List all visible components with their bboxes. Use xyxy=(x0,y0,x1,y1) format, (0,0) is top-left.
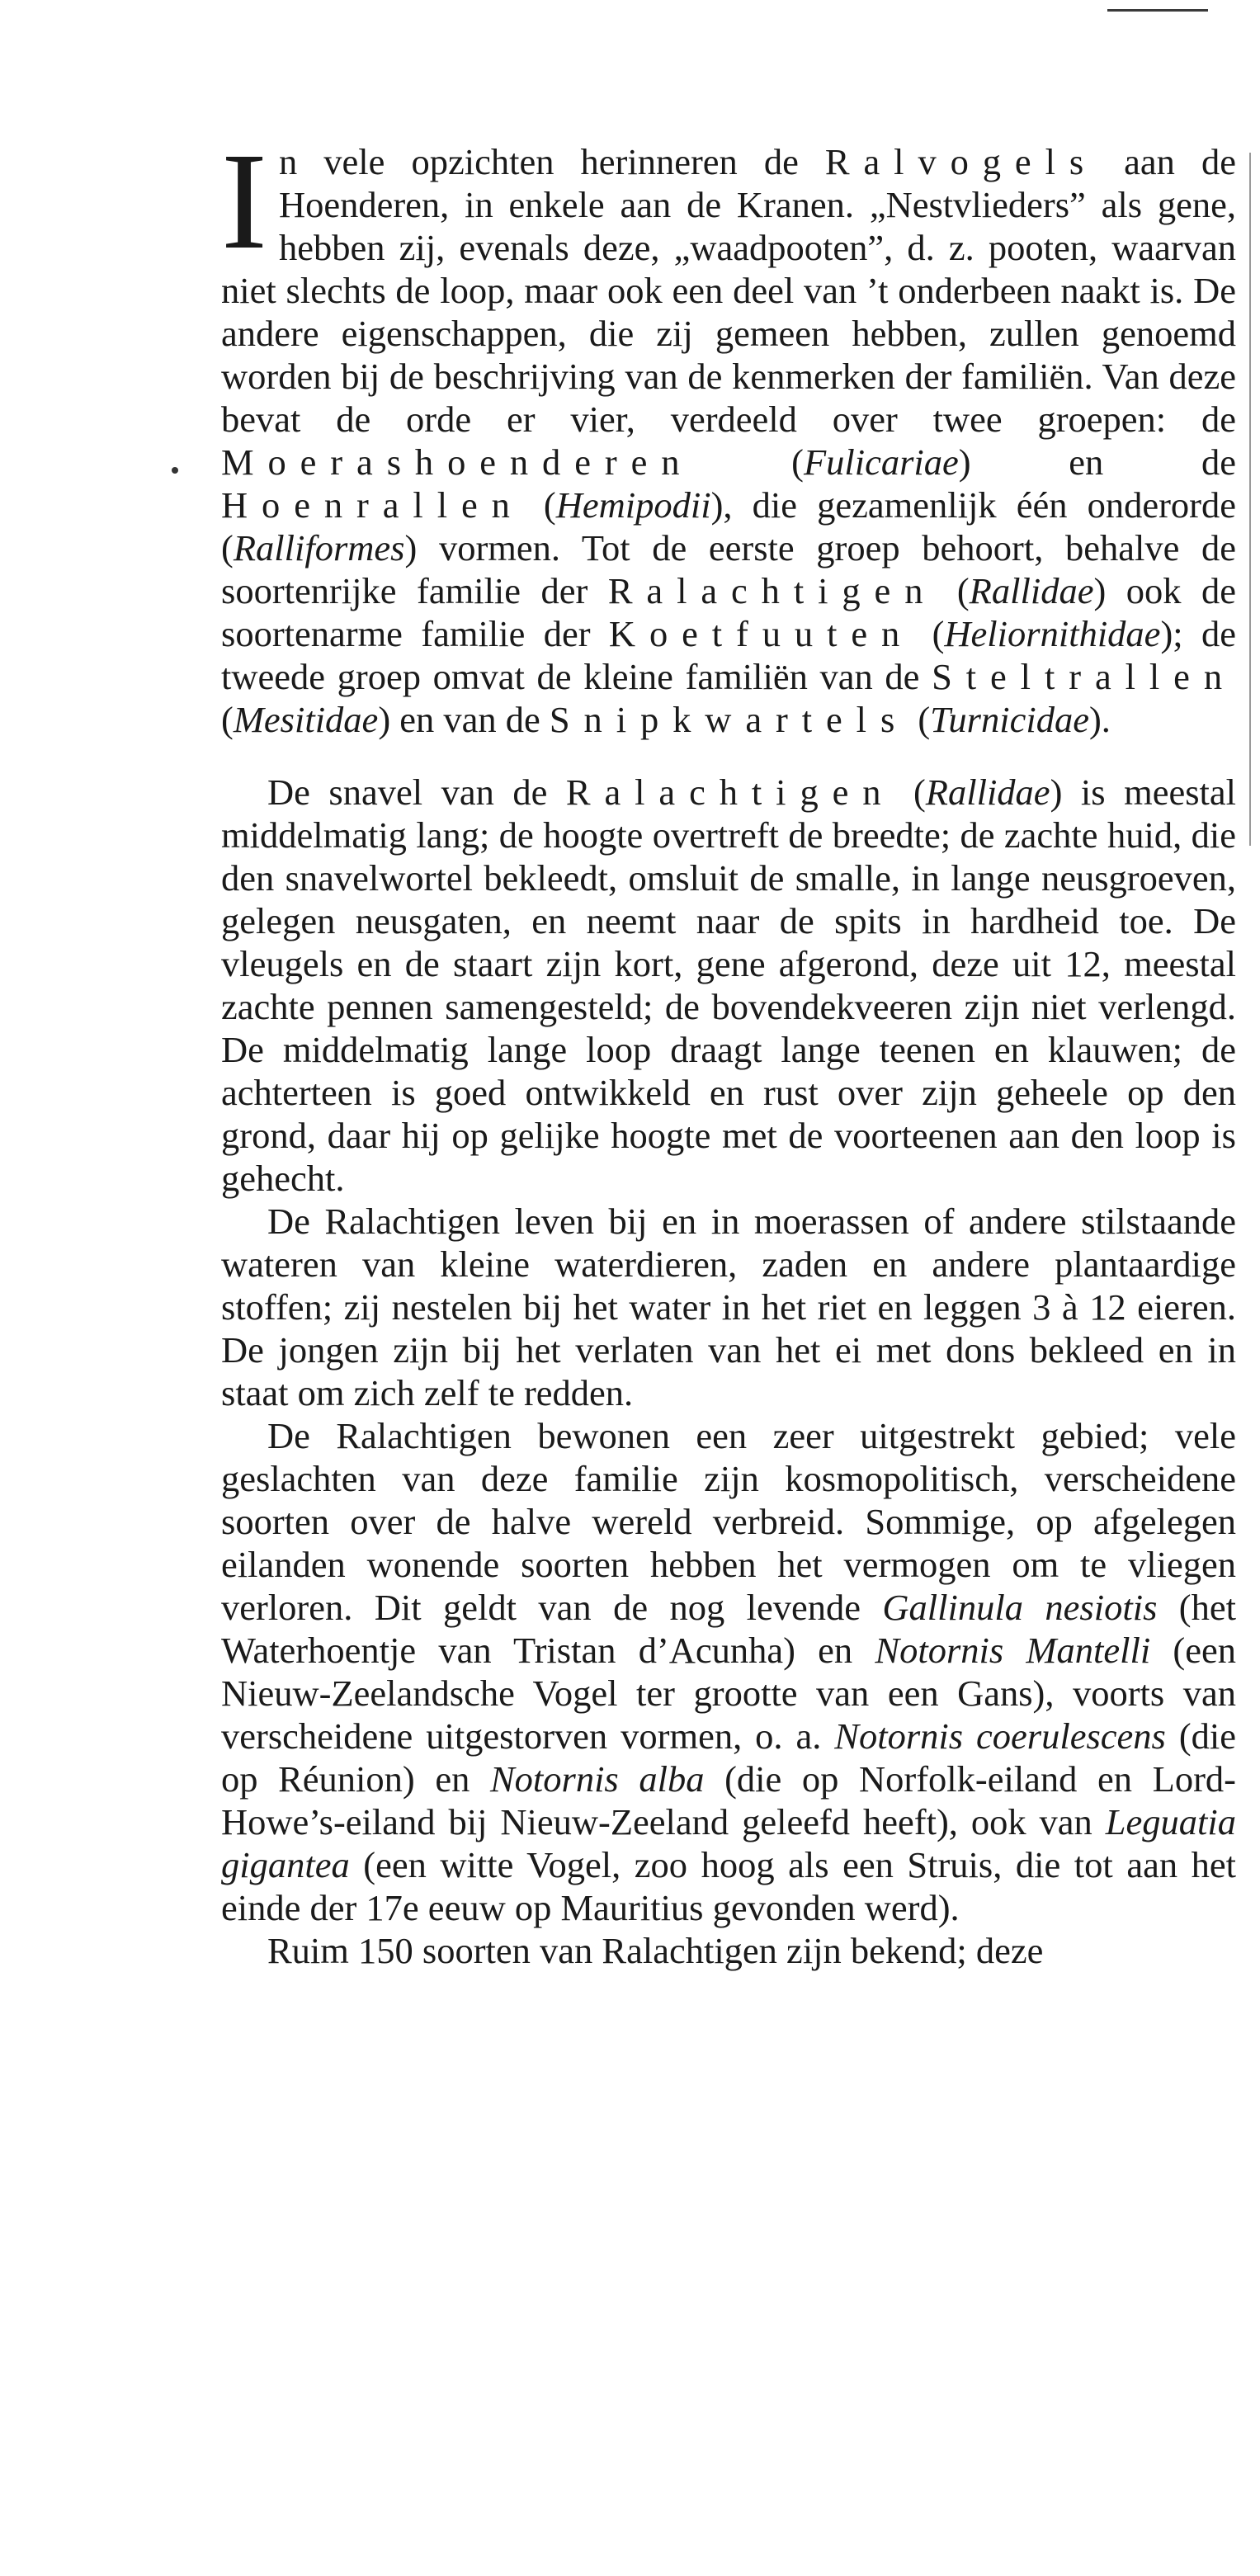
paragraph-intro xyxy=(221,125,1236,741)
spaced-term: Koetfuuten xyxy=(608,613,914,654)
latin-name: Mesitidae xyxy=(233,699,379,740)
latin-name: Turnicidae xyxy=(930,699,1089,740)
paragraph-snavel xyxy=(221,771,1236,1200)
spaced-term: Ralvogels xyxy=(824,141,1098,182)
text-segment: (een Nieuw-Zeelandsche Vogel ter grootte van een Gans), voorts van verscheidene uitgestorven vormen, o. a. xyxy=(221,1630,1236,1757)
latin-name: Rallidae xyxy=(969,570,1094,611)
latin-name: Notornis Mantelli xyxy=(875,1630,1151,1671)
drop-cap: I xyxy=(221,125,267,278)
spaced-term: Hoenrallen xyxy=(221,484,524,526)
latin-name: Rallidae xyxy=(925,771,1050,813)
margin-bar xyxy=(1249,153,1251,846)
text-segment: De snavel van de xyxy=(267,771,566,813)
text-segment: ) en de xyxy=(958,441,1236,483)
latin-name: Notornis alba xyxy=(489,1758,705,1800)
paragraph-leefwijze xyxy=(221,1200,1236,1414)
text-segment: ), die gezamenlijk één onderorde ( xyxy=(221,484,1236,569)
text-segment: (een witte Vogel, zoo hoog als een Struis, die tot aan het einde der 17e eeuw op Mauritius gevonden werd). xyxy=(221,1844,1236,1928)
latin-name: Heliornithidae xyxy=(944,613,1161,654)
text-segment: ). xyxy=(1088,699,1111,740)
text-segment: (die op Norfolk-eiland en Lord-Howe’s-eiland bij Nieuw-Zeeland geleefd heeft), ook van xyxy=(221,1758,1236,1842)
text-segment: ( xyxy=(221,699,234,740)
spaced-term: Ralachtigen xyxy=(565,771,895,813)
text-segment: ( xyxy=(908,699,931,740)
text-segment: ( xyxy=(937,570,970,611)
text-segment: aan de Hoenderen, in enkele aan de Kranen. „Nestvlieders” als gene, hebben zij, evenals deze, „waadpooten”, d. z. pooten, waarvan niet slechts de loop, maar ook een deel van ’t onderbeen naakt is. De andere eigenschappen, die zij gemeen hebben, zullen genoemd worden bij de beschrijving van de kenmerken der familiën. Van deze bevat de orde er vier, verdeeld over twee groepen: de xyxy=(221,141,1236,440)
margin-dot xyxy=(172,467,178,474)
spaced-term: Moerashoenderen xyxy=(221,441,694,483)
latin-name: Gallinula nesiotis xyxy=(882,1587,1158,1628)
paragraph-soorten xyxy=(221,1929,1236,1972)
text-segment: De Ralachtigen bewonen een zeer uitgestrekt gebied; vele geslachten van deze familie zijn kosmopolitisch, verscheidene soorten over de halve wereld verbreid. Sommige, op afgelegen eilanden wonende soorten hebben het vermogen om te vliegen verloren. Dit geldt van de nog levende xyxy=(221,1415,1236,1628)
text-segment: (die op Réunion) en xyxy=(221,1715,1237,1800)
top-rule xyxy=(1107,9,1208,12)
text-segment: ( xyxy=(523,484,556,526)
latin-name: Notornis coerulescens xyxy=(834,1715,1166,1757)
text-segment: ); de tweede groep omvat de kleine familiën van de xyxy=(221,613,1236,697)
text-segment: ( xyxy=(894,771,926,813)
paragraph-verspreiding xyxy=(221,1414,1236,1929)
text-segment: De Ralachtigen leven bij en in moerassen of andere stilstaande wateren van kleine waterdieren, zaden en andere plantaardige stoffen; zij nestelen bij het water in het riet en leggen 3 à 12 eieren. De jongen zijn bij het verlaten van het ei met dons bekleed en in staat om zich zelf te redden. xyxy=(221,1201,1236,1413)
page-body xyxy=(221,125,1237,1972)
spaced-term: Snipkwartels xyxy=(549,699,909,740)
spaced-term: Ralachtigen xyxy=(607,570,937,611)
text-segment: Ruim 150 soorten van Ralachtigen zijn bekend; deze xyxy=(267,1930,1044,1971)
text-segment: (het Waterhoentje van Tristan d’Acunha) en xyxy=(221,1587,1236,1671)
text-segment: ( xyxy=(913,613,945,654)
text-segment: ) vormen. Tot de eerste groep behoort, behalve de soortenrijke familie der xyxy=(221,527,1236,611)
latin-name: Fulicariae xyxy=(803,441,959,483)
text-segment: ) en van de xyxy=(378,699,550,740)
latin-name: Leguatia gigantea xyxy=(221,1801,1236,1885)
text-segment: ) ook de soortenarme familie der xyxy=(221,570,1236,654)
latin-name: Hemipodii xyxy=(555,484,711,526)
latin-name: Ralliformes xyxy=(233,527,405,569)
text-segment: ) is meestal middelmatig lang; de hoogte overtreft de breedte; de zachte huid, die den snavelwortel bekleedt, omsluit de smalle, in lange neusgroeven, gelegen neusgaten, en neemt naar de spits in hardheid toe. De vleugels en de staart zijn kort, gene afgerond, deze uit 12, meestal zachte pennen samengesteld; de bovendekveeren zijn niet verlengd. De middelmatig lange loop draagt lange teenen en klauwen; de achterteen is goed ontwikkeld en rust over zijn geheele op den grond, daar hij op gelijke hoogte met de voorteenen aan den loop is gehecht. xyxy=(221,771,1237,1199)
spaced-term: Steltrallen xyxy=(932,656,1236,697)
text-segment: n vele opzichten herinneren de xyxy=(278,141,825,182)
text-segment: ( xyxy=(693,441,804,483)
